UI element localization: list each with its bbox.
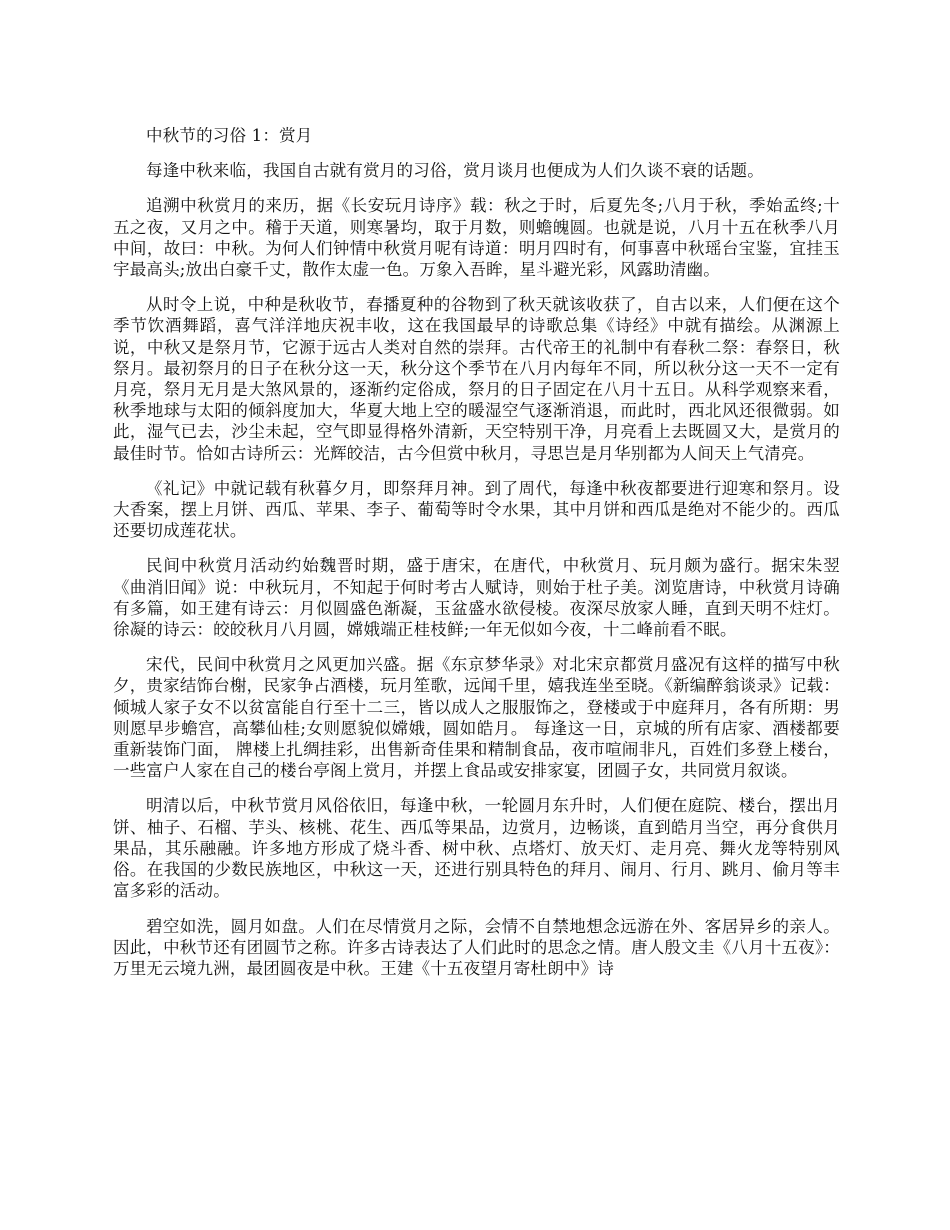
section-heading: 中秋节的习俗 1：赏月 [146, 126, 313, 145]
document-page [113, 117, 840, 993]
paragraph-reunion: 碧空如洗，圆月如盘。人们在尽情赏月之际，会情不自禁地想念远游在外、客居异乡的亲人。因此，中秋节还有团圆节之称。许多古诗表达了人们此时的思念之情。唐人殷文圭《八月十五夜》：万里无云境九洲，最团圆夜是中秋。王建《十五夜望月寄杜朗中》诗 [113, 916, 840, 978]
paragraph-tang: 民间中秋赏月活动约始魏晋时期，盛于唐宋，在唐代，中秋赏月、玩月颇为盛行。据宋朱翌《曲消旧闻》说：中秋玩月，不知起于何时考古人赋诗，则始于杜子美。浏览唐诗，中秋赏月诗确有多篇，如王建有诗云：月似圆盛色渐凝，玉盆盛水欲侵棱。夜深尽放家人睡，直到天明不炷灯。徐凝的诗云：皎皎秋月八月圆，嫦娥端正桂枝鲜;一年无似如今夜，十二峰前看不眠。 [113, 556, 840, 640]
paragraph-intro: 每逢中秋来临，我国自古就有赏月的习俗，赏月谈月也便成为人们久谈不衰的话题。 [146, 161, 764, 181]
paragraph-song: 宋代，民间中秋赏月之风更加兴盛。据《东京梦华录》对北宋京都赏月盛况有这样的描写中秋夕，贵家结饰台榭，民家争占酒楼，玩月笙歌，远闻千里，嬉我连坐至晓。《新编醉翁谈录》记载：倾城人家子女不以贫富能自行至十二三，皆以成人之服服饰之，登楼或于中庭拜月，各有所期：男则愿早步蟾宫，高攀仙桂;女则愿貌似嫦娥，圆如皓月。 每逢这一日，京城的所有店家、酒楼都要重新装饰门面， 牌楼上扎绸挂彩，出售新奇佳果和精制食品，夜市喧闹非凡，百姓们多登上楼台，一些富户人家在自己的楼台亭阁上赏月，并摆上食品或安排家宴，团圆子女，共同赏月叙谈。 [113, 655, 840, 781]
paragraph-season: 从时令上说，中种是秋收节，春播夏种的谷物到了秋天就该收获了，自古以来，人们便在这个季节饮酒舞蹈，喜气洋洋地庆祝丰收，这在我国最早的诗歌总集《诗经》中就有描绘。从渊源上说，中秋又是祭月节，它源于远古人类对自然的崇拜。古代帝王的礼制中有春秋二祭：春祭日，秋祭月。最初祭月的日子在秋分这一天，秋分这个季节在八月内每年不同，所以秋分这一天不一定有月亮，祭月无月是大煞风景的，逐渐约定俗成，祭月的日子固定在八月十五日。从科学观察来看，秋季地球与太阳的倾斜度加大，华夏大地上空的暖湿空气逐渐消退，而此时，西北风还很微弱。如此，湿气已去，沙尘未起，空气即显得格外清新，天空特别干净，月亮看上去既圆又大，是赏月的最佳时节。恰如古诗所云：光辉皎洁，古今但赏中秋月，寻思岂是月华别都为人间天上气清亮。 [113, 295, 840, 463]
paragraph-liji: 《礼记》中就记载有秋暮夕月，即祭拜月神。到了周代，每逢中秋夜都要进行迎寒和祭月。设大香案，摆上月饼、西瓜、苹果、李子、葡萄等时令水果，其中月饼和西瓜是绝对不能少的。西瓜还要切成莲花状。 [113, 478, 840, 541]
paragraph-origin: 追溯中秋赏月的来历，据《长安玩月诗序》载：秋之于时，后夏先冬;八月于秋，季始孟终;十五之夜，又月之中。稽于天道，则寒暑均，取于月数，则蟾魄圆。也就是说，八月十五在秋季八月中间，故曰：中秋。为何人们钟情中秋赏月呢有诗道：明月四时有，何事喜中秋瑶台宝鉴，宜挂玉宇最高头;放出白豪千丈，散作太虚一色。万象入吾眸，星斗避光彩，风露助清幽。 [113, 196, 840, 280]
paragraph-ming-qing: 明清以后，中秋节赏月风俗依旧，每逢中秋，一轮圆月东升时，人们便在庭院、楼台，摆出月饼、柚子、石榴、芋头、核桃、花生、西瓜等果品，边赏月，边畅谈，直到皓月当空，再分食供月果品，其乐融融。许多地方形成了烧斗香、树中秋、点塔灯、放天灯、走月亮、舞火龙等特别风俗。在我国的少数民族地区，中秋这一天，还进行别具特色的拜月、闹月、行月、跳月、偷月等丰富多彩的活动。 [113, 796, 840, 901]
